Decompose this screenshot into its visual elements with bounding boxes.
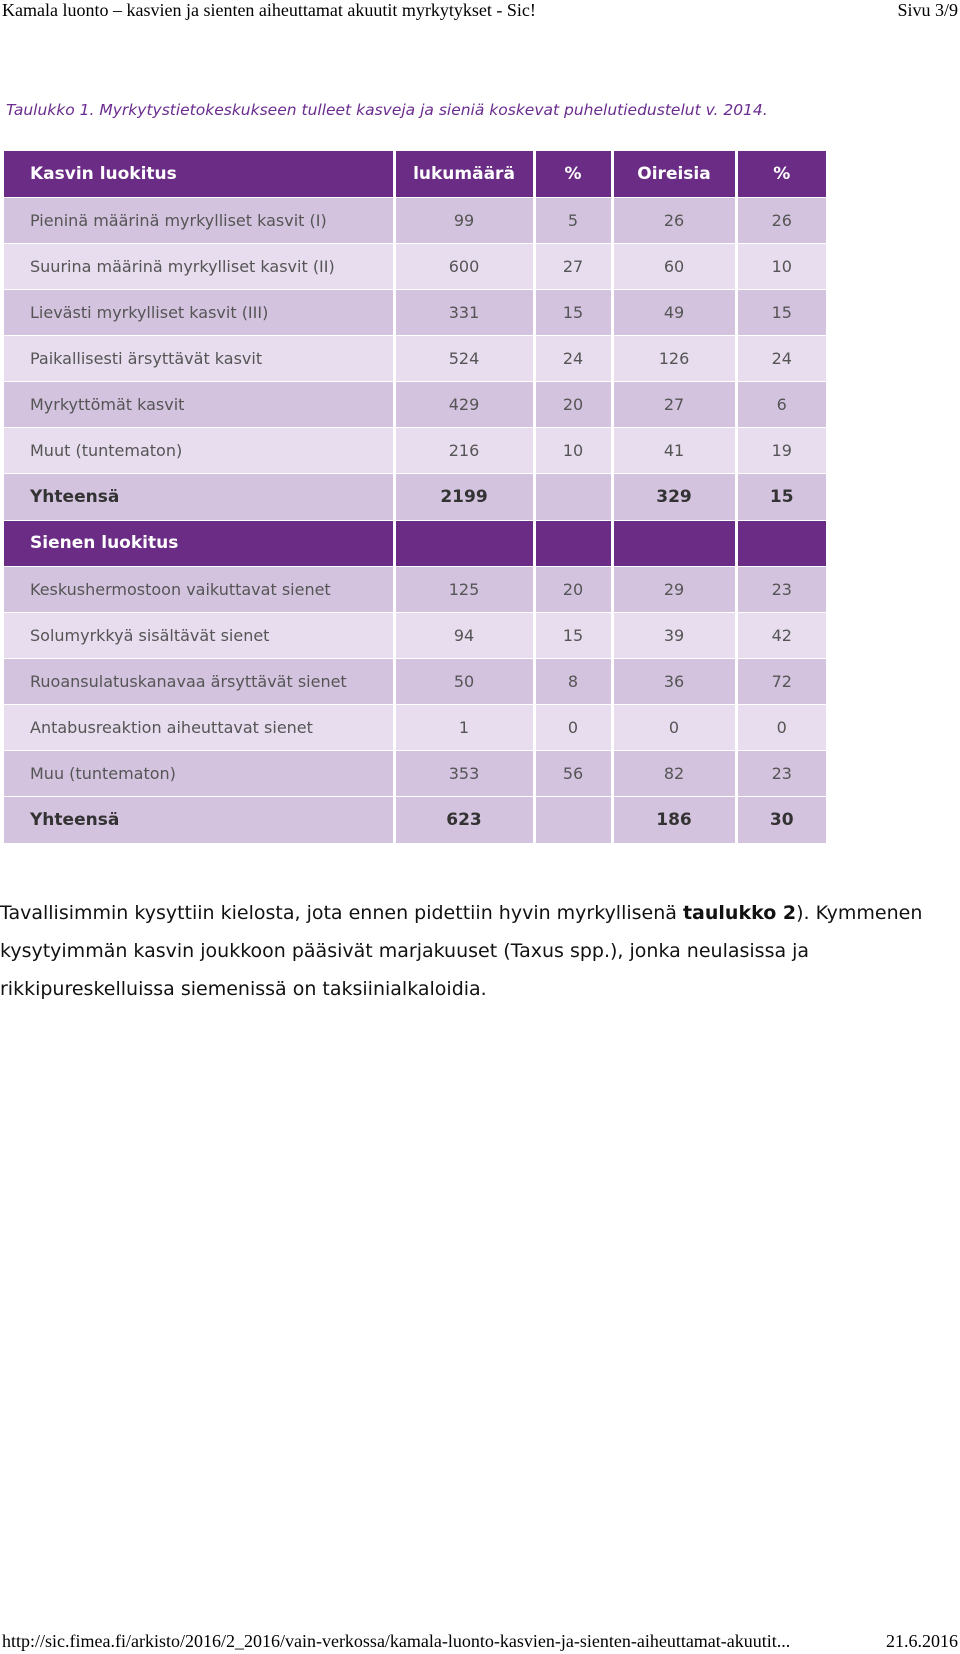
table-cell: 23	[736, 750, 826, 796]
table-cell: 23	[736, 566, 826, 612]
table-row	[4, 566, 826, 612]
column-header: Kasvin luokitus	[4, 151, 394, 197]
column-header: %	[736, 151, 826, 197]
total-cell: 623	[394, 796, 534, 843]
total-cell	[534, 473, 612, 520]
table-cell: 353	[394, 750, 534, 796]
table-cell: 24	[736, 335, 826, 381]
table-cell: 15	[534, 289, 612, 335]
table-caption: Taulukko 1. Myrkytystietokeskukseen tulleet kasveja ja sieniä koskevat puhelutiedustelut v. 2014.	[6, 101, 768, 119]
body-paragraph	[0, 894, 950, 1008]
plant-total-row	[4, 473, 826, 520]
table-cell: 50	[394, 658, 534, 704]
table-cell: 41	[612, 427, 736, 473]
table-cell: 29	[612, 566, 736, 612]
table-cell: 15	[534, 612, 612, 658]
total-cell	[534, 796, 612, 843]
table-cell: 125	[394, 566, 534, 612]
table-row	[4, 289, 826, 335]
table-row	[4, 243, 826, 289]
body-text-after: ). Kymmenen kysytyimmän kasvin joukkoon pääsivät marjakuuset (Taxus spp.), jonka neulasissa ja rikkipureskelluissa siemenissä on taksiinialkaloidia.	[0, 902, 923, 1000]
row-label: Pieninä määrinä myrkylliset kasvit (I)	[4, 197, 394, 243]
table-row	[4, 612, 826, 658]
column-header	[612, 520, 736, 566]
table-cell: 10	[736, 243, 826, 289]
table-row	[4, 658, 826, 704]
column-header: lukumäärä	[394, 151, 534, 197]
row-label: Lievästi myrkylliset kasvit (III)	[4, 289, 394, 335]
page-number: Sivu 3/9	[897, 0, 958, 20]
table-cell: 19	[736, 427, 826, 473]
footer-url: http://sic.fimea.fi/arkisto/2016/2_2016/vain-verkossa/kamala-luonto-kasvien-ja-sienten-aiheuttamat-akuutit...	[2, 1631, 791, 1651]
table-cell: 94	[394, 612, 534, 658]
table-row	[4, 427, 826, 473]
table-cell: 27	[534, 243, 612, 289]
total-cell: 15	[736, 473, 826, 520]
column-header	[534, 520, 612, 566]
table-cell: 39	[612, 612, 736, 658]
table-cell: 600	[394, 243, 534, 289]
table-cell: 0	[612, 704, 736, 750]
column-header: Oireisia	[612, 151, 736, 197]
table-cell: 49	[612, 289, 736, 335]
table-cell: 0	[534, 704, 612, 750]
table-row	[4, 381, 826, 427]
table-cell: 36	[612, 658, 736, 704]
row-label: Myrkyttömät kasvit	[4, 381, 394, 427]
fungi-total-row	[4, 796, 826, 843]
footer-date: 21.6.2016	[886, 1631, 958, 1651]
row-label: Ruoansulatuskanavaa ärsyttävät sienet	[4, 658, 394, 704]
table-cell: 216	[394, 427, 534, 473]
row-label: Muut (tuntematon)	[4, 427, 394, 473]
table-row	[4, 750, 826, 796]
total-cell: 186	[612, 796, 736, 843]
total-label: Yhteensä	[4, 473, 394, 520]
fungi-header-row	[4, 520, 826, 566]
table-cell: 0	[736, 704, 826, 750]
table-cell: 42	[736, 612, 826, 658]
table-cell: 524	[394, 335, 534, 381]
table-cell: 10	[534, 427, 612, 473]
table-cell: 15	[736, 289, 826, 335]
row-label: Paikallisesti ärsyttävät kasvit	[4, 335, 394, 381]
table-cell: 26	[736, 197, 826, 243]
table-row	[4, 197, 826, 243]
column-header	[394, 520, 534, 566]
column-header	[736, 520, 826, 566]
table-cell: 429	[394, 381, 534, 427]
row-label: Solumyrkkyä sisältävät sienet	[4, 612, 394, 658]
body-text-before: Tavallisimmin kysyttiin kielosta, jota ennen pidettiin hyvin myrkyllisenä	[0, 902, 683, 924]
row-label: Keskushermostoon vaikuttavat sienet	[4, 566, 394, 612]
table-cell: 8	[534, 658, 612, 704]
table-cell: 26	[612, 197, 736, 243]
column-header: Sienen luokitus	[4, 520, 394, 566]
table-cell: 99	[394, 197, 534, 243]
table-cell: 5	[534, 197, 612, 243]
table-cell: 20	[534, 566, 612, 612]
row-label: Muu (tuntematon)	[4, 750, 394, 796]
total-cell: 30	[736, 796, 826, 843]
table-cell: 1	[394, 704, 534, 750]
row-label: Suurina määrinä myrkylliset kasvit (II)	[4, 243, 394, 289]
poisoning-table	[4, 151, 826, 844]
table-cell: 331	[394, 289, 534, 335]
table-cell: 72	[736, 658, 826, 704]
table-row	[4, 335, 826, 381]
row-label: Antabusreaktion aiheuttavat sienet	[4, 704, 394, 750]
total-label: Yhteensä	[4, 796, 394, 843]
column-header: %	[534, 151, 612, 197]
table-cell: 60	[612, 243, 736, 289]
total-cell: 2199	[394, 473, 534, 520]
total-cell: 329	[612, 473, 736, 520]
table-cell: 6	[736, 381, 826, 427]
page-footer	[2, 1630, 958, 1652]
table-cell: 126	[612, 335, 736, 381]
table-cell: 24	[534, 335, 612, 381]
table-cell: 82	[612, 750, 736, 796]
table-cell: 20	[534, 381, 612, 427]
page-title: Kamala luonto – kasvien ja sienten aiheuttamat akuutit myrkytykset - Sic!	[2, 0, 536, 20]
table-row	[4, 704, 826, 750]
table-reference: taulukko 2	[682, 902, 797, 924]
page-header	[2, 0, 958, 20]
table-cell: 27	[612, 381, 736, 427]
plant-header-row	[4, 151, 826, 197]
table-cell: 56	[534, 750, 612, 796]
